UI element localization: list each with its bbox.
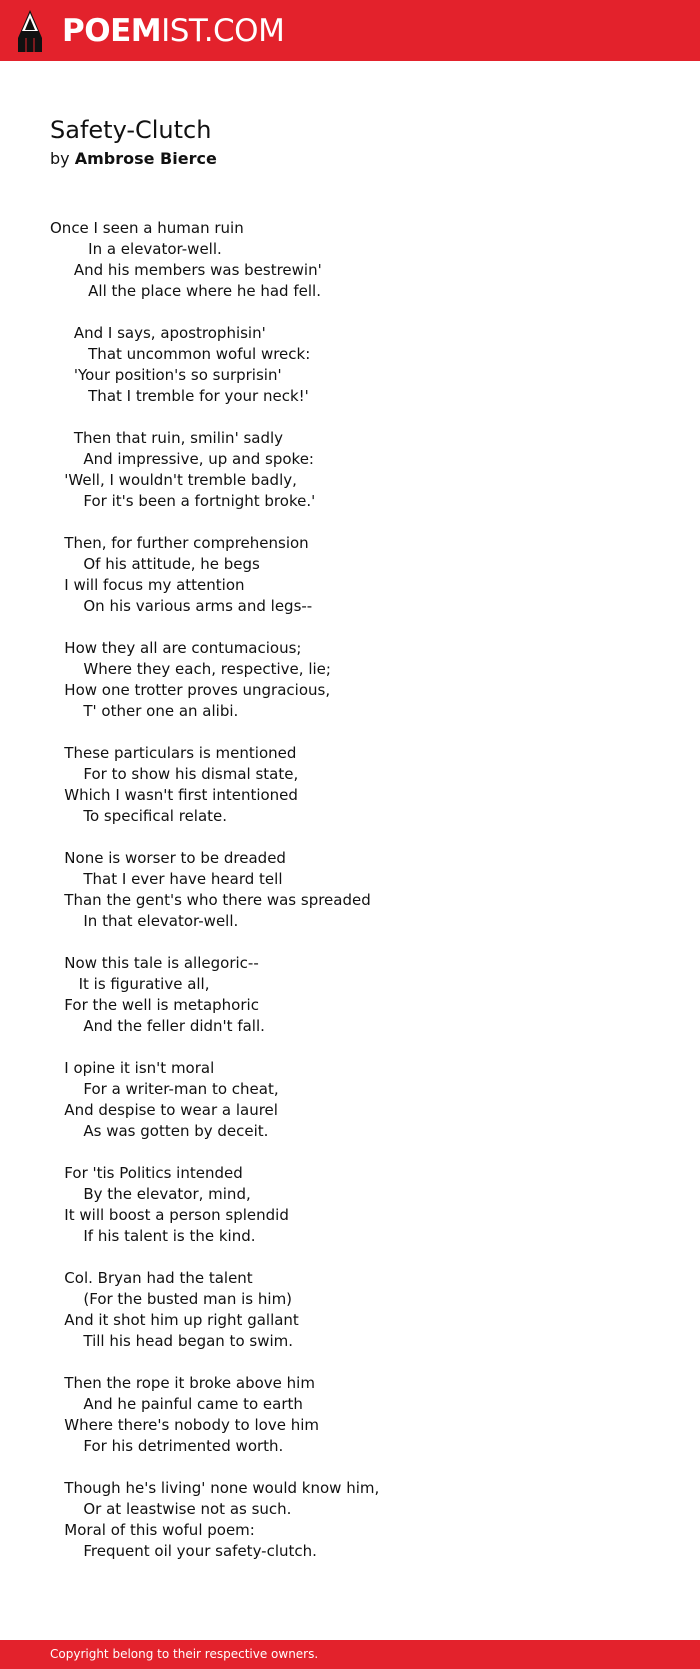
poem-line: Moral of this woful poem: (50, 1521, 255, 1539)
stanza (50, 638, 670, 722)
poem-line: How they all are contumacious; (50, 639, 302, 657)
poem-line: Of his attitude, he begs (50, 555, 260, 573)
site-footer (0, 1640, 700, 1669)
poem-line: And despise to wear a laurel (50, 1101, 278, 1119)
poem-line: For it's been a fortnight broke.' (50, 492, 316, 510)
author-name: Ambrose Bierce (74, 149, 217, 168)
byline (50, 148, 217, 170)
poem-line: All the place where he had fell. (50, 282, 321, 300)
poem-line: Col. Bryan had the talent (50, 1269, 253, 1287)
poem-line: And it shot him up right gallant (50, 1311, 299, 1329)
poem-line: For to show his dismal state, (50, 765, 299, 783)
poem-line: And impressive, up and spoke: (50, 450, 314, 468)
stanza (50, 1373, 670, 1457)
poem-line: For his detrimented worth. (50, 1437, 284, 1455)
poem-line: I opine it isn't moral (50, 1059, 215, 1077)
poem-line: 'Well, I wouldn't tremble badly, (50, 471, 297, 489)
stanza (50, 953, 670, 1037)
poem-line: Now this tale is allegoric-- (50, 954, 259, 972)
poem-line: Then that ruin, smilin' sadly (50, 429, 284, 447)
poem-line: Than the gent's who there was spreaded (50, 891, 371, 909)
stanza (50, 743, 670, 827)
by-label: by (50, 149, 70, 168)
poem-line: I will focus my attention (50, 576, 245, 594)
stanza (50, 1478, 670, 1562)
poem-line: Then the rope it broke above him (50, 1374, 315, 1392)
site-header (0, 0, 700, 61)
poem-line: Frequent oil your safety-clutch. (50, 1542, 317, 1560)
stanza (50, 323, 670, 407)
stanza (50, 1058, 670, 1142)
stanza (50, 533, 670, 617)
poem-line: That I tremble for your neck!' (50, 387, 309, 405)
poem-line: T' other one an alibi. (50, 702, 239, 720)
poem-line: Then, for further comprehension (50, 534, 309, 552)
poem-line: By the elevator, mind, (50, 1185, 251, 1203)
poem-title: Safety-Clutch (50, 116, 212, 144)
poem-line: As was gotten by deceit. (50, 1122, 269, 1140)
site-logo-text[interactable] (62, 11, 284, 51)
poem-line: To specifical relate. (50, 807, 228, 825)
poem-line: It is figurative all, (50, 975, 210, 993)
poem-body (50, 218, 670, 1583)
poem-line: And his members was bestrewin' (50, 261, 322, 279)
brand-bold: POEM (62, 13, 162, 49)
copyright-text: Copyright belong to their respective owners. (50, 1647, 319, 1661)
stanza (50, 848, 670, 932)
poem-line: How one trotter proves ungracious, (50, 681, 331, 699)
poem-line: On his various arms and legs-- (50, 597, 313, 615)
poem-line: Where they each, respective, lie; (50, 660, 331, 678)
brand-light: IST.COM (161, 13, 285, 49)
poem-line: And I says, apostrophisin' (50, 324, 266, 342)
poem-line: These particulars is mentioned (50, 744, 297, 762)
poem-line: For a writer-man to cheat, (50, 1080, 279, 1098)
poem-line: If his talent is the kind. (50, 1227, 256, 1245)
poem-line: It will boost a person splendid (50, 1206, 289, 1224)
stanza (50, 218, 670, 302)
poem-line: Or at leastwise not as such. (50, 1500, 292, 1518)
poem-line: And he painful came to earth (50, 1395, 303, 1413)
poem-line: Once I seen a human ruin (50, 219, 244, 237)
poem-line: Till his head began to swim. (50, 1332, 294, 1350)
poem-line: For 'tis Politics intended (50, 1164, 243, 1182)
poem-line: And the feller didn't fall. (50, 1017, 265, 1035)
poem-line: That I ever have heard tell (50, 870, 283, 888)
poem-line: In a elevator-well. (50, 240, 222, 258)
pencil-icon[interactable] (17, 10, 43, 52)
poem-line: In that elevator-well. (50, 912, 239, 930)
stanza (50, 1163, 670, 1247)
stanza (50, 1268, 670, 1352)
poem-line: That uncommon woful wreck: (50, 345, 311, 363)
poem-line: None is worser to be dreaded (50, 849, 286, 867)
poem-line: Though he's living' none would know him, (50, 1479, 380, 1497)
stanza (50, 428, 670, 512)
poem-line: (For the busted man is him) (50, 1290, 293, 1308)
poem-line: Which I wasn't first intentioned (50, 786, 298, 804)
poem-line: 'Your position's so surprisin' (50, 366, 282, 384)
poem-line: For the well is metaphoric (50, 996, 259, 1014)
poem-line: Where there's nobody to love him (50, 1416, 319, 1434)
